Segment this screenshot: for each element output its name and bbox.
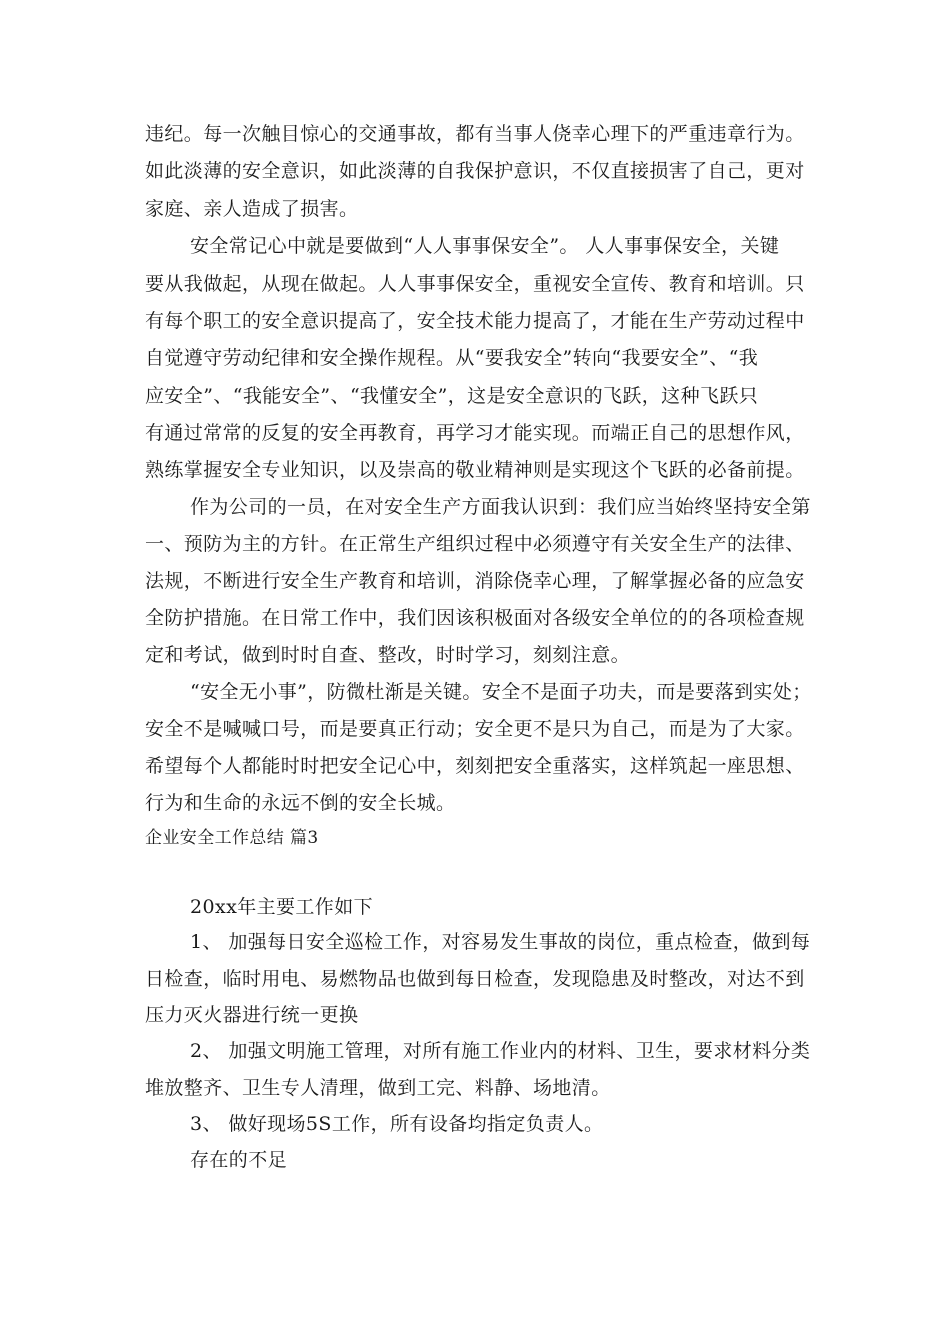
text-line: 如此淡薄的安全意识，如此淡薄的自我保护意识，不仅直接损害了自己，更对 — [145, 160, 805, 182]
text-line: 违纪。每一次触目惊心的交通事故，都有当事人侥幸心理下的严重违章行为。 — [145, 123, 805, 145]
text-line: 3、 做好现场5S工作，所有设备均指定负责人。 — [190, 1113, 604, 1135]
text-line: 存在的不足 — [190, 1149, 288, 1171]
text-line: 有每个职工的安全意识提高了，安全技术能力提高了，才能在生产劳动过程中 — [145, 310, 805, 332]
text-line: 法规，不断进行安全生产教育和培训，消除侥幸心理，了解掌握必备的应急安 — [145, 570, 805, 592]
text-line: 安全不是喊喊口号，而是要真正行动；安全更不是只为自己，而是为了大家。 — [145, 718, 805, 740]
text-line: 作为公司的一员，在对安全生产方面我认识到：我们应当始终坚持安全第 — [190, 496, 811, 518]
text-line: 应安全”、“我能安全”、“我懂安全”，这是安全意识的飞跃，这种飞跃只 — [145, 385, 759, 407]
text-line: 堆放整齐、卫生专人清理，做到工完、料静、场地清。 — [145, 1077, 611, 1099]
text-line: 压力灭火器进行统一更换 — [145, 1004, 359, 1026]
text-line: 有通过常常的反复的安全再教育，再学习才能实现。而端正自己的思想作风， — [145, 422, 805, 444]
text-line: 一、预防为主的方针。在正常生产组织过程中必须遵守有关安全生产的法律、 — [145, 533, 805, 555]
text-line: 定和考试，做到时时自查、整改，时时学习，刻刻注意。 — [145, 644, 631, 666]
text-line: 全防护措施。在日常工作中，我们因该积极面对各级安全单位的的各项检查规 — [145, 607, 805, 629]
text-line: 熟练掌握安全专业知识，以及崇高的敬业精神则是实现这个飞跃的必备前提。 — [145, 459, 805, 481]
text-line: 要从我做起，从现在做起。人人事事保安全，重视安全宣传、教育和培训。只 — [145, 273, 805, 295]
text-line: 1、 加强每日安全巡检工作，对容易发生事故的岗位，重点检查，做到每 — [190, 931, 811, 953]
text-line: 家庭、亲人造成了损害。 — [145, 198, 359, 220]
section-heading: 企业安全工作总结 篇3 — [145, 828, 319, 848]
text-line: 2、 加强文明施工管理，对所有施工作业内的材料、卫生，要求材料分类 — [190, 1040, 811, 1062]
text-line: 希望每个人都能时时把安全记心中，刻刻把安全重落实，这样筑起一座思想、 — [145, 755, 805, 777]
text-line: 行为和生命的永远不倒的安全长城。 — [145, 792, 456, 814]
text-line: “安全无小事”，防微杜渐是关键。安全不是面子功夫，而是要落到实处； — [190, 681, 812, 703]
text-line: 日检查，临时用电、易燃物品也做到每日检查，发现隐患及时整改，对达不到 — [145, 968, 805, 990]
text-line: 安全常记心中就是要做到“人人事事保安全”。 人人事事保安全，关键 — [190, 235, 780, 257]
text-line: 20xx年主要工作如下 — [190, 896, 374, 918]
text-line: 自觉遵守劳动纪律和安全操作规程。从“要我安全”转向“我要安全”、“我 — [145, 347, 759, 369]
